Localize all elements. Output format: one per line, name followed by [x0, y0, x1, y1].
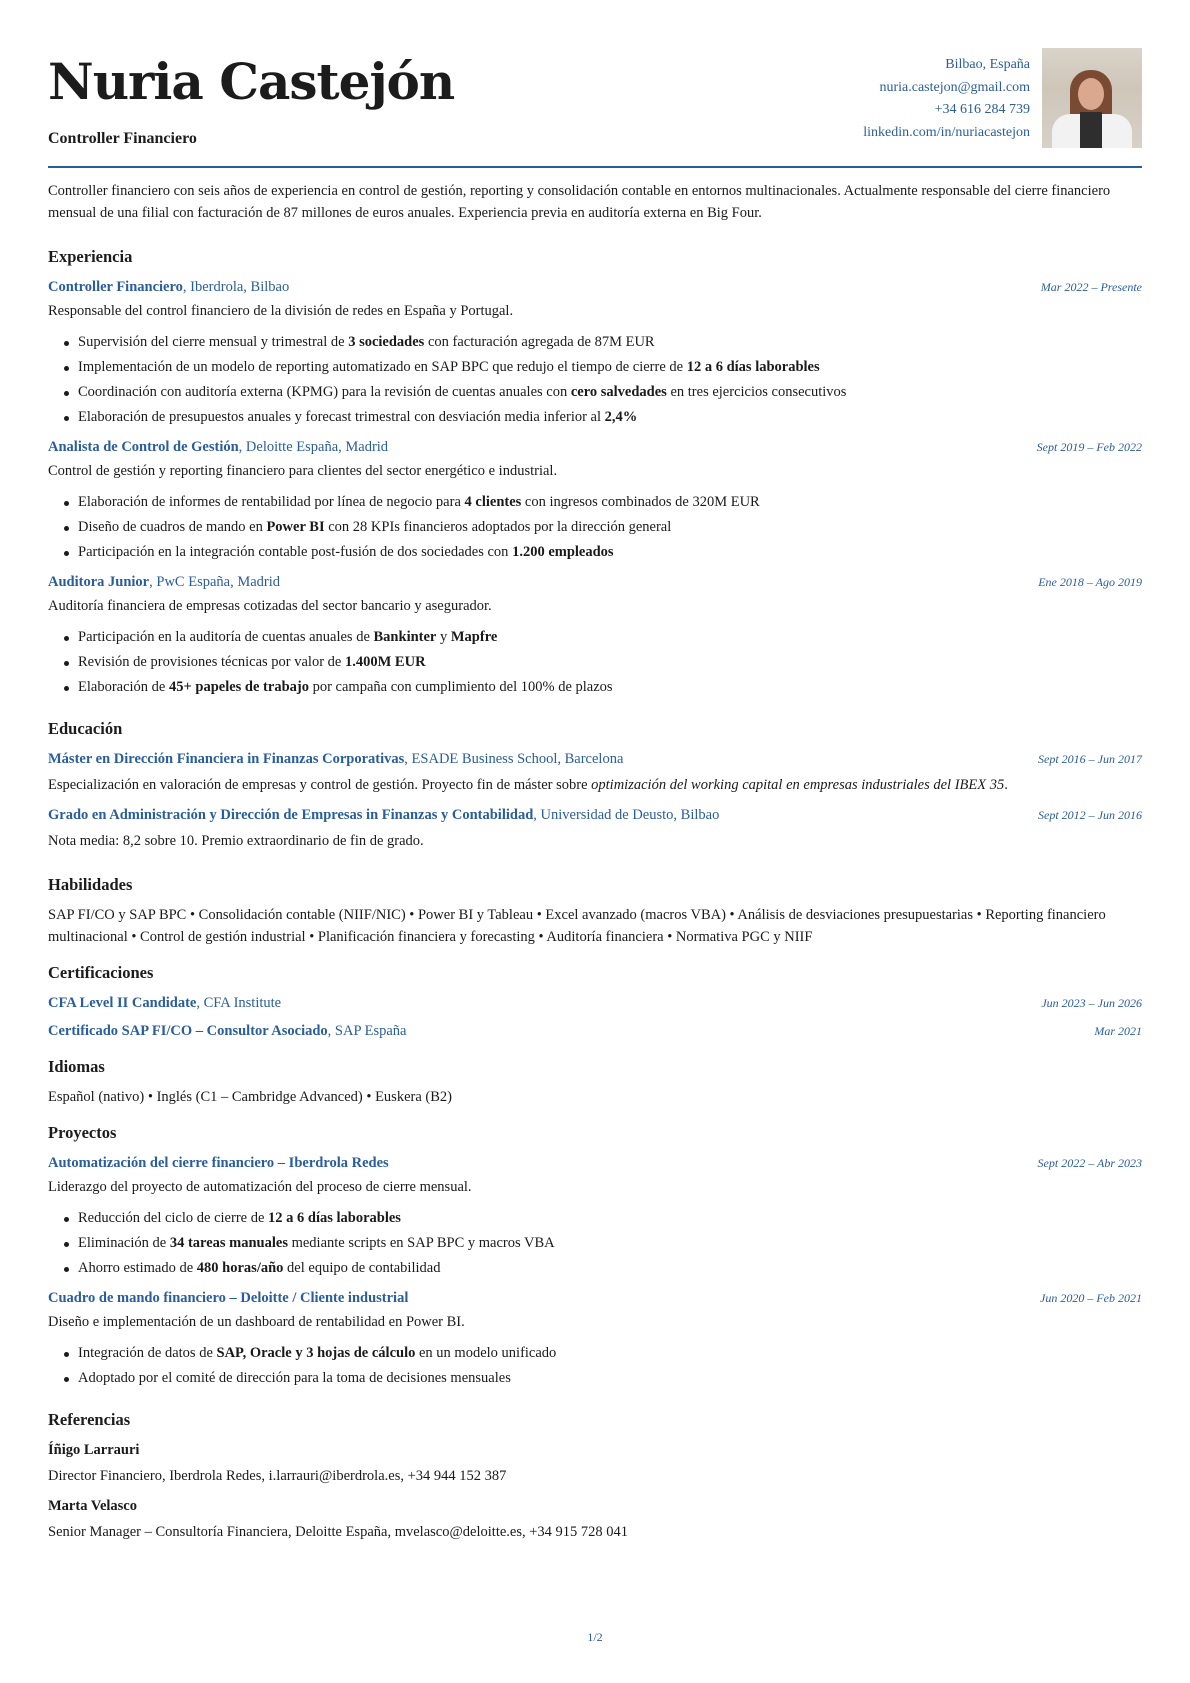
section-title-references: Referencias: [48, 1410, 131, 1429]
bullet-item: [78, 405, 1142, 430]
experience-entry: [48, 571, 1142, 700]
entry-role: [48, 276, 289, 298]
bullet-text: y: [436, 629, 451, 645]
certification-name: [48, 992, 281, 1014]
job-title: Controller Financiero: [48, 279, 183, 295]
entry-header: [48, 1152, 1142, 1174]
reference-details: Director Financiero, Iberdrola Redes, i.larrauri@iberdrola.es, +34 944 152 387: [48, 1468, 507, 1484]
certification-issuer: , SAP España: [327, 1023, 407, 1039]
entry-description: Responsable del control financiero de la división de redes en España y Portugal.: [48, 303, 514, 319]
institution: , ESADE Business School, Barcelona: [404, 751, 624, 767]
certification-entry: [48, 1020, 1142, 1042]
section-title-languages: Idiomas: [48, 1057, 105, 1076]
bullet-list: [78, 1206, 1142, 1281]
section-title-certifications: Certificaciones: [48, 963, 154, 982]
bullet-item: [78, 1256, 1142, 1281]
education-entry: [48, 804, 1142, 852]
bullet-text: Participación en la integración contable post-fusión de dos sociedades con: [78, 544, 513, 560]
entry-date: Sept 2016 – Jun 2017: [1038, 752, 1142, 766]
bullet-text: Ahorro estimado de: [78, 1260, 197, 1276]
degree-title: Grado en Administración y Dirección de Empresas in Finanzas y Contabilidad: [48, 807, 534, 823]
bullet-item: [78, 380, 1142, 405]
contact-email[interactable]: nuria.castejon@gmail.com: [879, 79, 1030, 95]
bullet-item: [78, 1366, 1142, 1391]
bullet-text: por campaña con cumplimiento del 100% de plazos: [308, 679, 613, 695]
bullet-text: con ingresos combinados de 320M EUR: [521, 494, 760, 510]
page-number: 1/2: [587, 1630, 603, 1644]
bullet-item: [78, 490, 1142, 515]
description-text: Especialización en valoración de empresas y control de gestión. Proyecto fin de máster sobre: [48, 777, 592, 793]
certification-issuer: , CFA Institute: [196, 995, 282, 1011]
bullet-highlight: Power BI: [266, 519, 325, 535]
bullet-text: Eliminación de: [78, 1235, 170, 1251]
entry-header: [48, 748, 1142, 770]
bullet-list: [78, 625, 1142, 700]
projects-list: [48, 1152, 1142, 1391]
entry-header: [48, 276, 1142, 298]
certification-name: [48, 1020, 406, 1042]
employer: , Deloitte España, Madrid: [238, 439, 389, 455]
bullet-highlight: Mapfre: [450, 629, 498, 645]
summary: Controller financiero con seis años de experiencia en control de gestión, reporting y consolidación contable en entornos multinacionales. Actualmente responsable del cierre financiero mensual de una filial con facturación de 87 millones de euros anuales. Experiencia previa en auditoría externa en Big Four.: [48, 183, 1111, 221]
job-title: Auditora Junior: [48, 574, 150, 590]
project-entry: [48, 1287, 1142, 1391]
bullet-item: [78, 540, 1142, 565]
education-list: [48, 748, 1142, 852]
certification-title: Certificado SAP FI/CO – Consultor Asociado: [48, 1023, 328, 1039]
bullet-text: del equipo de contabilidad: [283, 1260, 441, 1276]
entry-date: Sept 2022 – Abr 2023: [1037, 1156, 1142, 1170]
contact-location: Bilbao, España: [945, 57, 1030, 72]
institution: , Universidad de Deusto, Bilbao: [533, 807, 720, 823]
bullet-highlight: SAP, Oracle y 3 hojas de cálculo: [216, 1345, 416, 1361]
entry-header: [48, 804, 1142, 826]
bullet-highlight: 12 a 6 días laborables: [268, 1210, 401, 1226]
bullet-text: en tres ejercicios consecutivos: [666, 384, 847, 400]
contact-block: [863, 54, 1030, 144]
experience-entry: [48, 276, 1142, 430]
section-title-experience: Experiencia: [48, 247, 133, 266]
bullet-highlight: 1.200 empleados: [512, 544, 614, 560]
entry-degree: [48, 804, 719, 826]
bullet-text: Elaboración de: [78, 679, 169, 695]
languages-list: Español (nativo) • Inglés (C1 – Cambridge Advanced) • Euskera (B2): [48, 1089, 452, 1105]
bullet-text: Participación en la auditoría de cuentas anuales de: [78, 629, 374, 645]
bullet-highlight: 480 horas/año: [196, 1260, 284, 1276]
entry-date: Jun 2023 – Jun 2026: [1041, 996, 1142, 1010]
resume-content: [48, 180, 1142, 1543]
description-italic: optimización del working capital en empresas industriales del IBEX 35: [591, 777, 1005, 793]
bullet-list: [78, 1341, 1142, 1391]
reference-details: Senior Manager – Consultoría Financiera, Deloitte España, mvelasco@deloitte.es, +34 915 728 041: [48, 1524, 629, 1540]
bullet-text: Adoptado por el comité de dirección para la toma de decisiones mensuales: [78, 1370, 511, 1386]
entry-date: Sept 2019 – Feb 2022: [1036, 440, 1142, 454]
bullet-text: Coordinación con auditoría externa (KPMG) para la revisión de cuentas anuales con: [78, 384, 571, 400]
project-title: Automatización del cierre financiero – Iberdrola Redes: [48, 1155, 389, 1171]
entry-header: [48, 436, 1142, 458]
bullet-text: Elaboración de presupuestos anuales y forecast trimestral con desviación media inferior al: [78, 409, 605, 425]
employer: , PwC España, Madrid: [149, 574, 281, 590]
bullet-item: [78, 330, 1142, 355]
experience-entry: [48, 436, 1142, 565]
project-name: [48, 1287, 408, 1309]
project-name: [48, 1152, 389, 1174]
bullet-text: Implementación de un modelo de reporting automatizado en SAP BPC que redujo el tiempo de cierre de: [78, 359, 687, 375]
entry-description: Liderazgo del proyecto de automatización del proceso de cierre mensual.: [48, 1179, 472, 1195]
section-title-projects: Proyectos: [48, 1123, 117, 1142]
bullet-item: [78, 515, 1142, 540]
job-title: Analista de Control de Gestión: [48, 439, 239, 455]
header-divider: [48, 166, 1142, 168]
degree-title: Máster en Dirección Financiera in Finanzas Corporativas: [48, 751, 405, 767]
description-end: .: [1004, 777, 1008, 793]
bullet-text: con 28 KPIs financieros adoptados por la dirección general: [324, 519, 672, 535]
bullet-item: [78, 650, 1142, 675]
bullet-highlight: 45+ papeles de trabajo: [169, 679, 309, 695]
bullet-highlight: cero salvedades: [570, 384, 667, 400]
bullet-list: [78, 330, 1142, 430]
references-list: [48, 1439, 1142, 1543]
bullet-text: Integración de datos de: [78, 1345, 217, 1361]
description-text: Nota media: 8,2 sobre 10. Premio extraordinario de fin de grado.: [48, 833, 424, 849]
bullet-item: [78, 1206, 1142, 1231]
bullet-item: [78, 1231, 1142, 1256]
bullet-text: con facturación agregada de 87M EUR: [424, 334, 655, 350]
reference-name: Marta Velasco: [48, 1498, 137, 1514]
entry-date: Mar 2022 – Presente: [1040, 280, 1142, 294]
employer: , Iberdrola, Bilbao: [182, 279, 290, 295]
skills-list: SAP FI/CO y SAP BPC • Consolidación contable (NIIF/NIC) • Power BI y Tableau • Excel avanzado (macros VBA) • Análisis de desviaciones presupuestarias • Reporting financiero multinacional • Control de gestión industrial • Planificación financiera y forecasting • Auditoría financiera • Normativa PGC y NIIF: [48, 907, 1106, 945]
bullet-highlight: Bankinter: [373, 629, 437, 645]
experience-list: [48, 276, 1142, 700]
bullet-text: Diseño de cuadros de mando en: [78, 519, 267, 535]
entry-header: [48, 571, 1142, 593]
project-entry: [48, 1152, 1142, 1281]
bullet-text: Revisión de provisiones técnicas por valor de: [78, 654, 345, 670]
bullet-item: [78, 355, 1142, 380]
bullet-item: [78, 1341, 1142, 1366]
bullet-text: en un modelo unificado: [415, 1345, 557, 1361]
contact-linkedin[interactable]: linkedin.com/in/nuriacastejon: [863, 124, 1030, 140]
bullet-text: mediante scripts en SAP BPC y macros VBA: [287, 1235, 555, 1251]
photo-face-shape: [1078, 78, 1104, 110]
photo-shirt-shape: [1080, 112, 1102, 148]
bullet-highlight: 1.400M EUR: [344, 654, 426, 670]
contact-phone[interactable]: +34 616 284 739: [934, 102, 1030, 117]
entry-date: Sept 2012 – Jun 2016: [1038, 808, 1142, 822]
bullet-highlight: 2,4%: [604, 409, 638, 425]
entry-degree: [48, 748, 623, 770]
entry-date: Mar 2021: [1094, 1024, 1142, 1038]
certification-entry: [48, 992, 1142, 1014]
education-entry: [48, 748, 1142, 796]
entry-date: Jun 2020 – Feb 2021: [1040, 1291, 1142, 1305]
bullet-text: Elaboración de informes de rentabilidad por línea de negocio para: [78, 494, 465, 510]
entry-description: Diseño e implementación de un dashboard de rentabilidad en Power BI.: [48, 1314, 465, 1330]
certifications-list: [48, 992, 1142, 1042]
entry-description: Control de gestión y reporting financiero para clientes del sector energético e industrial.: [48, 463, 558, 479]
candidate-name: Nuria Castejón: [48, 52, 455, 111]
certification-title: CFA Level II Candidate: [48, 995, 197, 1011]
entry-date: Ene 2018 – Ago 2019: [1038, 575, 1142, 589]
section-title-skills: Habilidades: [48, 875, 133, 894]
bullet-highlight: 34 tareas manuales: [169, 1235, 288, 1251]
entry-description: [48, 774, 1142, 796]
bullet-list: [78, 490, 1142, 565]
profile-photo: [1042, 48, 1142, 148]
entry-role: [48, 436, 388, 458]
entry-description: Auditoría financiera de empresas cotizadas del sector bancario y asegurador.: [48, 598, 492, 614]
bullet-item: [78, 625, 1142, 650]
section-title-education: Educación: [48, 719, 123, 738]
reference-name: Íñigo Larrauri: [48, 1442, 140, 1458]
bullet-highlight: 12 a 6 días laborables: [686, 359, 820, 375]
candidate-title: Controller Financiero: [48, 130, 197, 147]
bullet-item: [78, 675, 1142, 700]
bullet-text: Supervisión del cierre mensual y trimestral de: [78, 334, 349, 350]
project-title: Cuadro de mando financiero – Deloitte / Cliente industrial: [48, 1290, 409, 1306]
bullet-highlight: 3 sociedades: [348, 334, 425, 350]
entry-description: [48, 830, 1142, 852]
entry-header: [48, 1287, 1142, 1309]
resume-header: [48, 46, 1142, 168]
bullet-highlight: 4 clientes: [464, 494, 522, 510]
entry-role: [48, 571, 280, 593]
bullet-text: Reducción del ciclo de cierre de: [78, 1210, 269, 1226]
